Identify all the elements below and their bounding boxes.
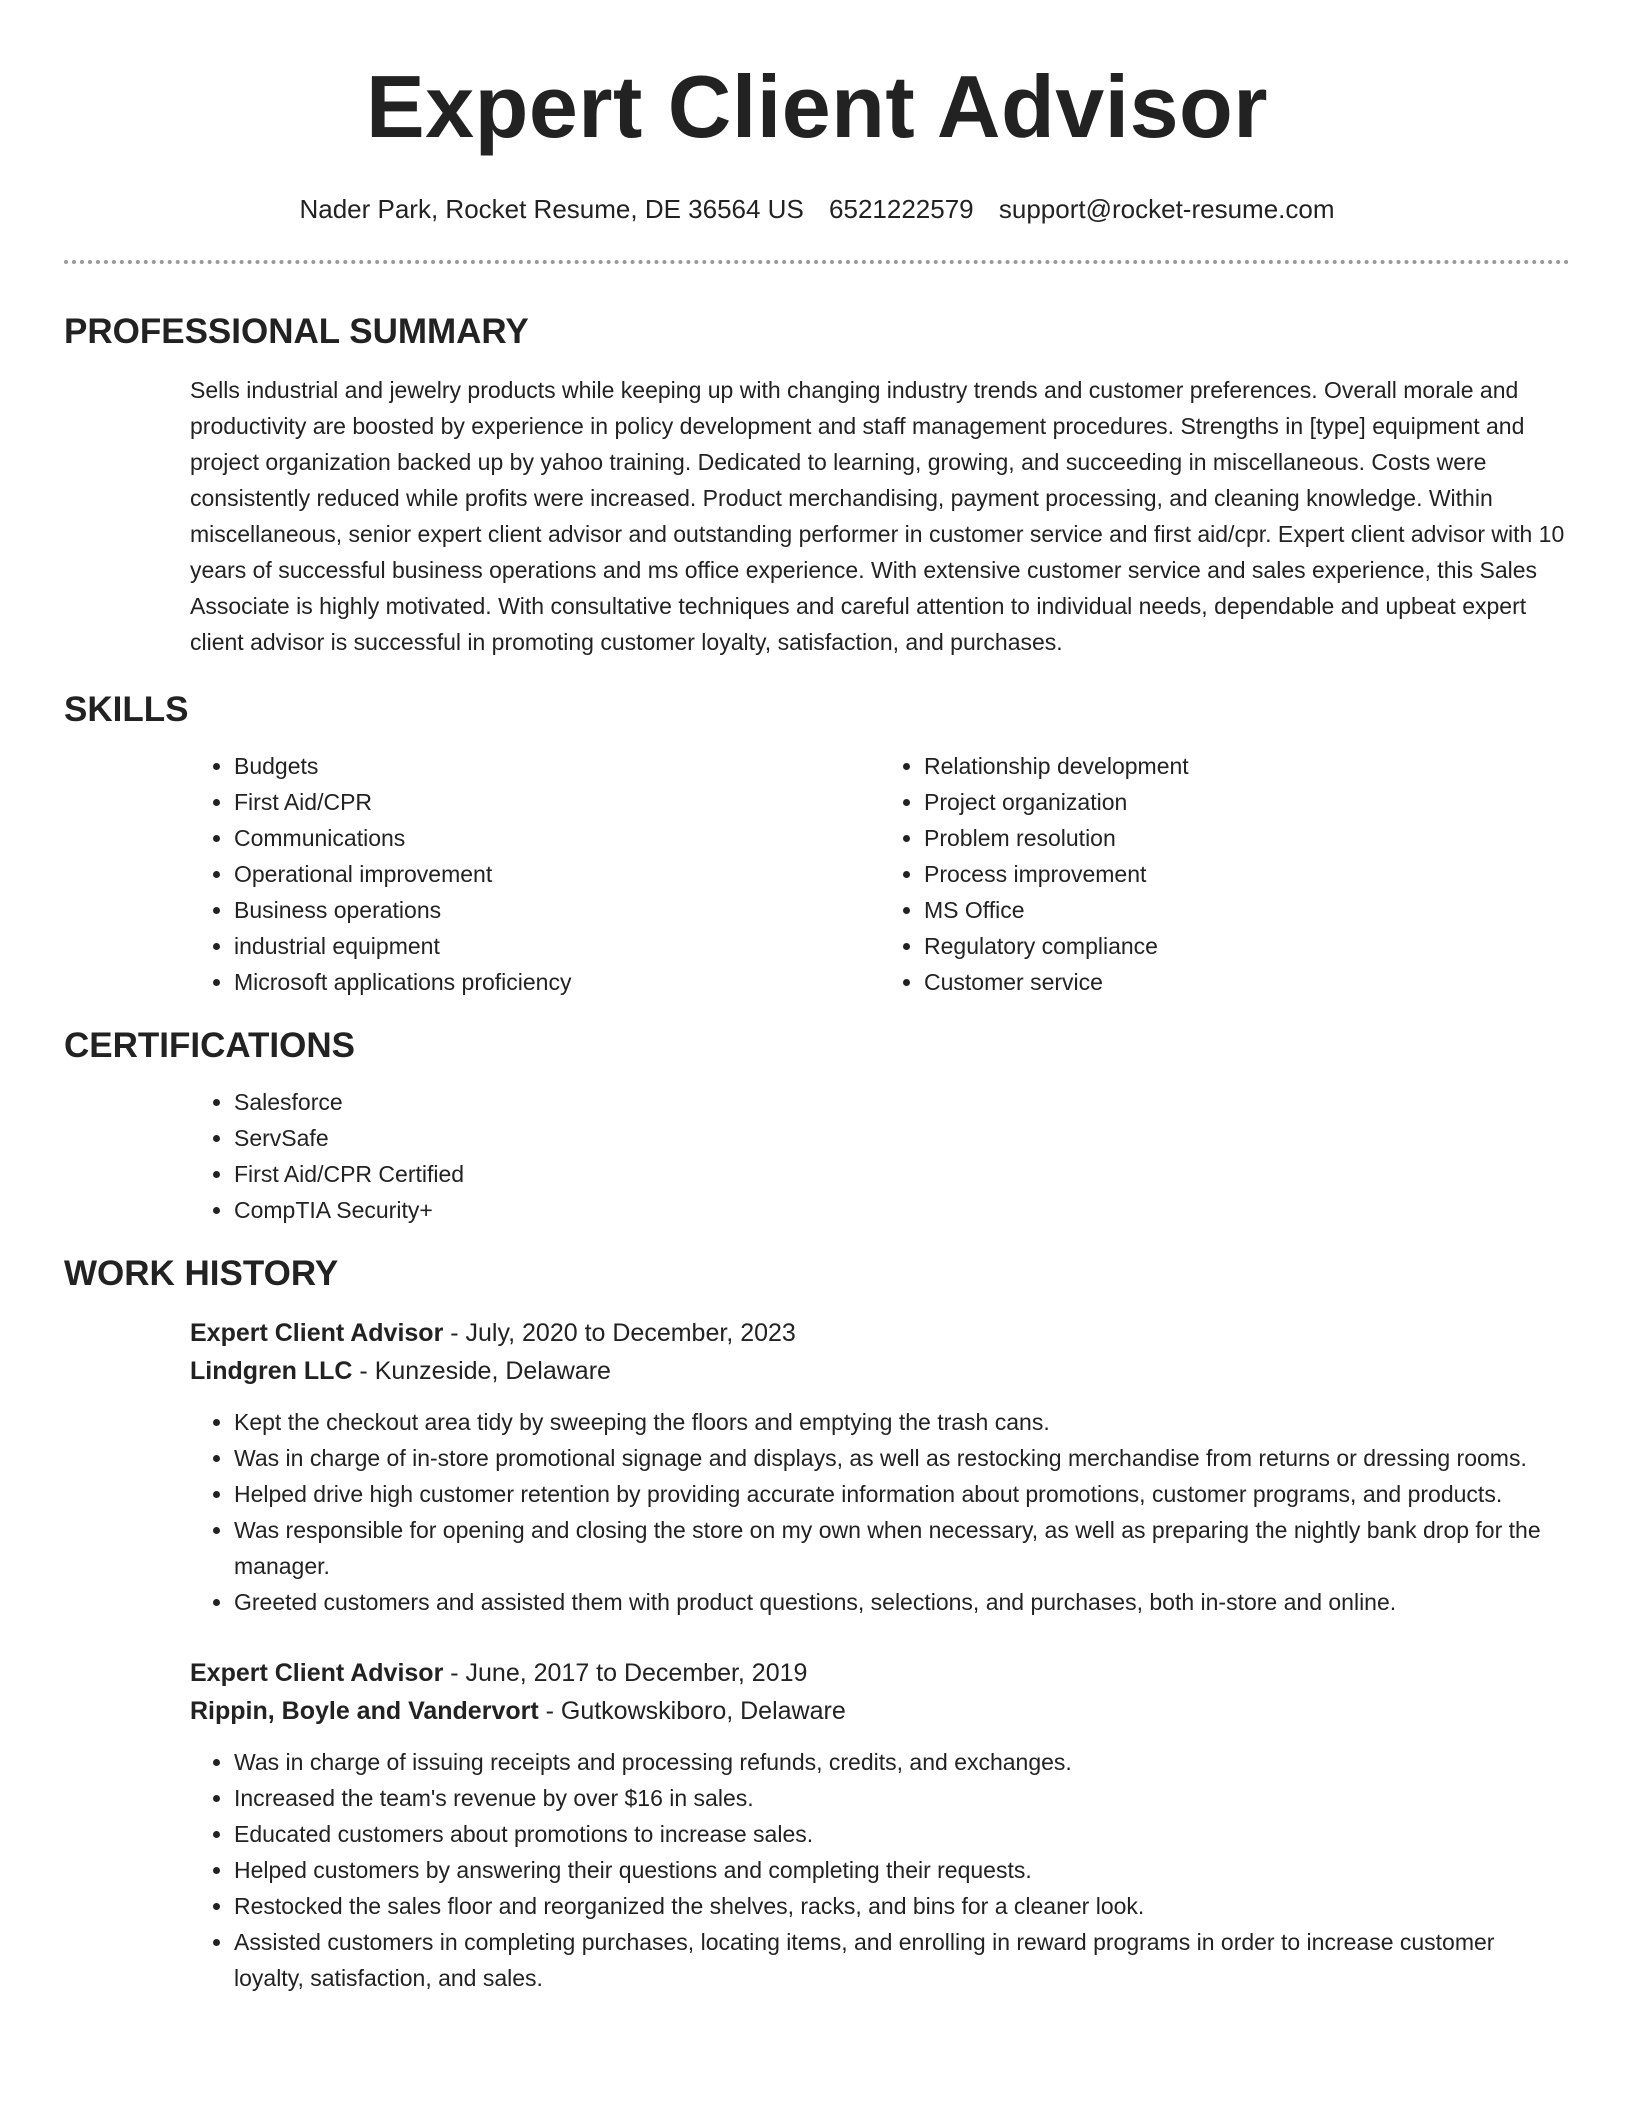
job-bullet: • Was in charge of issuing receipts and processing refunds, credits, and exchanges. <box>234 1744 1570 1780</box>
skill-item: • Regulatory compliance <box>924 928 1570 964</box>
job-bullet: • Assisted customers in completing purchases, locating items, and enrolling in reward programs in order to increase customer loyalty, satisfaction, and sales. <box>234 1924 1570 1996</box>
skill-item: • Relationship development <box>924 748 1570 784</box>
skill-item: • Business operations <box>234 892 880 928</box>
job-title: Expert Client Advisor <box>190 1659 444 1687</box>
job-location: - Kunzeside, Delaware <box>352 1357 611 1385</box>
skill-item: • Customer service <box>924 964 1570 1000</box>
skills-list-right <box>880 748 1570 1000</box>
certifications-block <box>190 1084 1570 1228</box>
certification-item: • CompTIA Security+ <box>234 1192 1570 1228</box>
job-entry <box>190 1314 1570 1620</box>
job-bullet: • Helped customers by answering their questions and completing their requests. <box>234 1852 1570 1888</box>
contact-address: Nader Park, Rocket Resume, DE 36564 US <box>299 194 804 224</box>
job-company: Rippin, Boyle and Vandervort <box>190 1697 539 1725</box>
job-bullet: • Increased the team's revenue by over $16 in sales. <box>234 1780 1570 1816</box>
job-bullet: • Was in charge of in-store promotional signage and displays, as well as restocking merchandise from returns or dressing rooms. <box>234 1440 1570 1476</box>
job-dates: - July, 2020 to December, 2023 <box>443 1319 796 1347</box>
certification-item: • ServSafe <box>234 1120 1570 1156</box>
job-bullet: • Helped drive high customer retention by providing accurate information about promotions, customer programs, and products. <box>234 1476 1570 1512</box>
skills-list-left <box>190 748 880 1000</box>
section-title-skills: SKILLS <box>64 690 189 729</box>
contact-line <box>64 192 1570 226</box>
job-bullets <box>190 1744 1570 1996</box>
job-bullet: • Was responsible for opening and closing the store on my own when necessary, as well as preparing the nightly bank drop for the manager. <box>234 1512 1570 1584</box>
job-dates: - June, 2017 to December, 2019 <box>443 1659 808 1687</box>
job-entry <box>190 1654 1570 1996</box>
job-company: Lindgren LLC <box>190 1357 353 1385</box>
certifications-list <box>190 1084 1570 1228</box>
job-company-line <box>190 1352 1570 1390</box>
section-title-summary: PROFESSIONAL SUMMARY <box>64 312 529 351</box>
certification-item: • Salesforce <box>234 1084 1570 1120</box>
contact-email: support@rocket-resume.com <box>998 194 1335 224</box>
header-divider <box>64 260 1570 264</box>
skill-item: • industrial equipment <box>234 928 880 964</box>
job-bullet: • Educated customers about promotions to increase sales. <box>234 1816 1570 1852</box>
skill-item: • Problem resolution <box>924 820 1570 856</box>
skill-item: • Budgets <box>234 748 880 784</box>
skills-columns <box>190 748 1570 1000</box>
job-bullet: • Kept the checkout area tidy by sweeping the floors and emptying the trash cans. <box>234 1404 1570 1440</box>
job-title: Expert Client Advisor <box>190 1319 444 1347</box>
section-title-certifications: CERTIFICATIONS <box>64 1026 356 1065</box>
resume-name: Expert Client Advisor <box>365 57 1269 156</box>
skill-item: • Operational improvement <box>234 856 880 892</box>
job-bullet: • Restocked the sales floor and reorganized the shelves, racks, and bins for a cleaner look. <box>234 1888 1570 1924</box>
skill-item: • Microsoft applications proficiency <box>234 964 880 1000</box>
skill-item: • Project organization <box>924 784 1570 820</box>
skill-item: • First Aid/CPR <box>234 784 880 820</box>
job-company-line <box>190 1692 1570 1730</box>
job-bullet: • Greeted customers and assisted them with product questions, selections, and purchases, both in-store and online. <box>234 1584 1570 1620</box>
section-title-work-history: WORK HISTORY <box>64 1254 339 1293</box>
job-location: - Gutkowskiboro, Delaware <box>538 1697 846 1725</box>
certification-item: • First Aid/CPR Certified <box>234 1156 1570 1192</box>
job-title-line <box>190 1654 1570 1692</box>
contact-phone: 6521222579 <box>829 194 974 224</box>
skill-item: • MS Office <box>924 892 1570 928</box>
summary-text: Sells industrial and jewelry products while keeping up with changing industry trends and customer preferences. Overall morale and productivity are boosted by experience in policy development and staff management procedures. Strengths in [type] equipment and project organization backed up by yahoo training. Dedicated to learning, growing, and succeeding in miscellaneous. Costs were consistently reduced while profits were increased. Product merchandising, payment processing, and cleaning knowledge. Within miscellaneous, senior expert client advisor and outstanding performer in customer service and first aid/cpr. Expert client advisor with 10 years of successful business operations and ms office experience. With extensive customer service and sales experience, this Sales Associate is highly motivated. With consultative techniques and careful attention to individual needs, dependable and upbeat expert client advisor is successful in promoting customer loyalty, satisfaction, and purchases. <box>190 377 1565 655</box>
job-title-line <box>190 1314 1570 1352</box>
resume-page <box>64 0 1570 1996</box>
job-bullets <box>190 1404 1570 1620</box>
skill-item: • Process improvement <box>924 856 1570 892</box>
skill-item: • Communications <box>234 820 880 856</box>
